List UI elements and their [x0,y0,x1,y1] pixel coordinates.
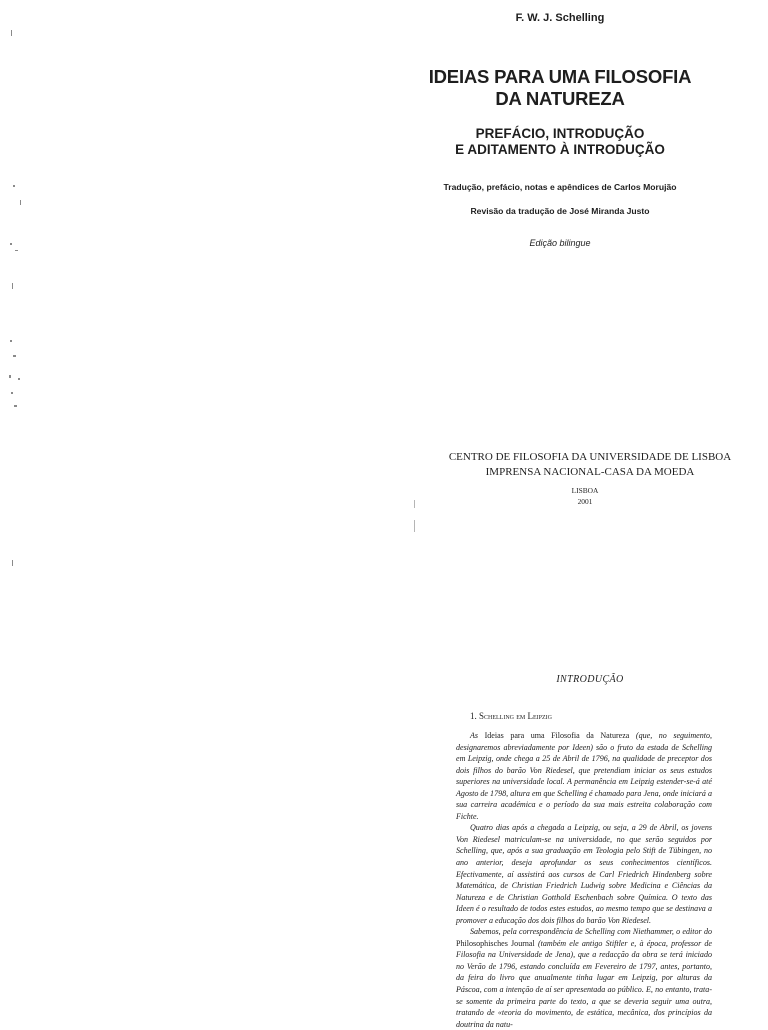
revision-credit: Revisão da tradução de José Miranda Justo [470,206,650,216]
publisher-line: IMPRENSA NACIONAL-CASA DA MOEDA [485,465,695,478]
title-line: DA NATUREZA [495,88,625,109]
scan-mark [414,520,415,532]
place-and-year [510,485,660,507]
subtitle-line: E ADITAMENTO À INTRODUÇÃO [455,142,665,157]
paragraph: Quatro dias após a chegada a Leipzig, ou seja, a 29 de Abril, os jovens Von Riedesel matriculam-se na universidade, no que serão seguidos por Schelling, que, após a sua graduação em Teologia pelo Stift de Tübingen, no ano anterior, deseja aprofundar os seus conhecimentos científicos. Efectivamente, aí assistirá aos cursos de Carl Friedrich Hindenberg sobre Matemática, de Christian Friedrich Ludwig sobre Medicina e Ciências da Natureza e de Christian Gotthold Eschenbach sobre Química. O texto das Ideen é o resultado de todos estes estudos, ao mesmo tempo que se destinava a promover a educação dos dois filhos do barão Von Riedesel. [456,823,712,925]
introduction-heading: INTRODUÇÃO [556,674,624,685]
year: 2001 [577,497,593,506]
section-number: 1. [470,711,477,721]
translation-credit: Tradução, prefácio, notas e apêndices de Carlos Morujão [443,182,677,192]
edition-note: Edição bilingue [529,238,591,248]
publisher-block [430,450,750,479]
city: LISBOA [571,486,599,495]
paragraph: As Ideias para uma Filosofia da Natureza (que, no seguimento, designaremos abreviadamente por Ideen) são o fruto da estada de Schelling em Leipzig, onde chega a 25 de Abril de 1796, na qualidade de preceptor dos dois filhos do barão Von Riedesel, que pretendiam iniciar os seus estudos superiores na universidade local. A permanência em Leipzig estender-se-á até Agosto de 1798, altura em que Schelling é chamado para Jena, onde iniciará a sua carreira académica e o período da sua mais estreita colaboração com Fichte. [456,731,712,821]
section-title: Schelling em Leipzig [479,711,552,721]
author-name: F. W. J. Schelling [515,12,605,24]
scan-edge-marks [0,0,40,1024]
title-line: IDEIAS PARA UMA FILOSOFIA [428,66,692,87]
book-subtitle [410,126,710,158]
section-heading [470,711,552,721]
introduction-body [456,730,712,1030]
book-title [395,66,725,110]
scan-mark [414,500,415,508]
publisher-line: CENTRO DE FILOSOFIA DA UNIVERSIDADE DE LISBOA [448,451,732,463]
subtitle-line: PREFÁCIO, INTRODUÇÃO [475,126,645,141]
paragraph: Sabemos, pela correspondência de Schelling com Niethammer, o editor do Philosophisches Journal (também ele antigo Stiftler e, à época, professor de Filosofia na Universidade de Jena), que a redacção da obra se terá iniciado no Verão de 1796, estando concluída em Fevereiro de 1797, antes, portanto, da feira do livro que anualmente tinha lugar em Leipzig, por alturas da Páscoa, com a intenção de aí ser apresentada ao público. E, no entanto, trata-se somente da primeira parte do texto, a que se deveria seguir uma outra, tratando de «teoria do movimento, de estática, mecânica, dos princípios da doutrina da natu- [456,927,712,1029]
